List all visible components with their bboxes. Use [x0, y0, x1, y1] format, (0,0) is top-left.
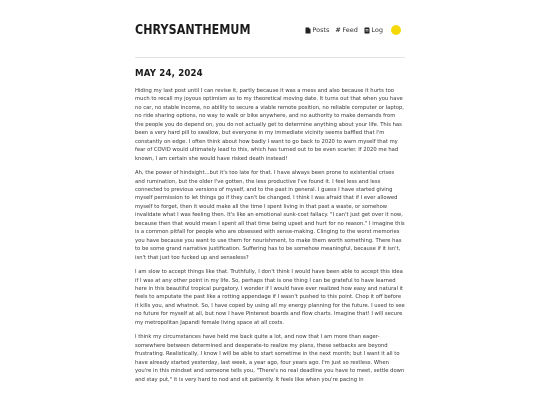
site-title[interactable]: CHRYSANTHEMUM	[135, 22, 251, 38]
post-paragraph: Hiding my last post until I can revise it, partly because it was a mess and also because it hurts too much to recall my joyous optimism as to my theoretical moving date. It turns out that when you have no car, no stable income, no ability to secure a viable remote position, no reliable computer or laptop, no ride sharing options, no way to walk or bike anywhere, and no authority to make demands from the people you do depend on, you do not actually get to determine anything about your life. This has been a very hard pill to swallow, but everyone in my immediate vicinity seems baffled that I'm constantly on edge. I often think about how badly I want to go back to 2020 to warn myself that my fear of COVID would ultimately lead to this, which has turned out to be even scarier. If 2020 me had known, I am certain she would have risked death instead!	[135, 88, 404, 162]
post-date: MAY 24, 2024	[135, 68, 203, 79]
nav-item-log-label: Log	[371, 25, 383, 34]
nav-item-feed[interactable]	[335, 27, 357, 34]
post-paragraph: Ah, the power of hindsight...but it's too late for that. I have always been prone to existential crises and rumination, but the older I've gotten, the less productive I've found it. I feel less and less connected to previous versions of myself, and to the past in general. I guess I have started giving myself permission to let things go if they can't be changed. I think I was afraid that if I ever allowed myself to forget, then it would make all the time I spent living in that past a waste, or somehow invalidate what I was feeling then. It's like an emotional sunk-cost fallacy. "I can't just get over it now, because then that would mean I spent all that time being upset and hurt for no reason." I imagine this is a common pitfall for people who are obsessed with sense-making. Clinging to the worst memories you have because you want to use them for nourishment, to make them worth something. There has to be some grand narrative justification. Suffering has to be somehow meaningful, because if it isn't, isn't that just too fucked up and senseless?	[135, 170, 405, 261]
main-nav	[299, 22, 401, 38]
theme-toggle-button[interactable]	[391, 25, 401, 35]
log-icon	[364, 27, 370, 34]
nav-item-posts[interactable]	[305, 27, 330, 34]
nav-item-posts-label: Posts	[312, 25, 330, 34]
nav-item-feed-label: Feed	[342, 25, 358, 34]
post-paragraph: I think my circumstances have held me back quite a lot, and now that I am more than eager-somewhere between determined and desperate-to realize my plans, these setbacks are beyond frustrating. Realistically, I know I will be able to start sometime in the next month; but I want it all to have already started yesterday, last week, a year ago, four years ago. I'm just so restless. When you're in this mindset and someone tells you, "There's no real deadline you have to meet, settle down and stay put," it is very hard to nod and sit patiently. It feels like when you're pacing in	[135, 334, 405, 383]
site-header	[135, 22, 405, 38]
header-divider	[135, 57, 405, 58]
posts-icon	[305, 27, 311, 34]
post-content	[135, 87, 405, 390]
hash-icon: #	[335, 25, 341, 34]
nav-item-log[interactable]	[364, 27, 383, 34]
post-paragraph: I am slow to accept things like that. Truthfully, I don't think I would have been able to accept this idea if I was at any other point in my life. So, perhaps that is one thing I can be grateful to have learned here in this beautiful tropical purgatory. I wonder if I would have ever realized how easy and natural it feels to amputate the past like a rotting appendage if I wasn't pushed to this point. Chop it off before it kills you, and whatnot. So, I have coped by using all my energy planning for the future. I used to see no future for myself at all, but now I have Pinterest boards and flow charts. Imagine that! I will secure my metropolitan Japandi female living space at all costs.	[135, 269, 405, 326]
